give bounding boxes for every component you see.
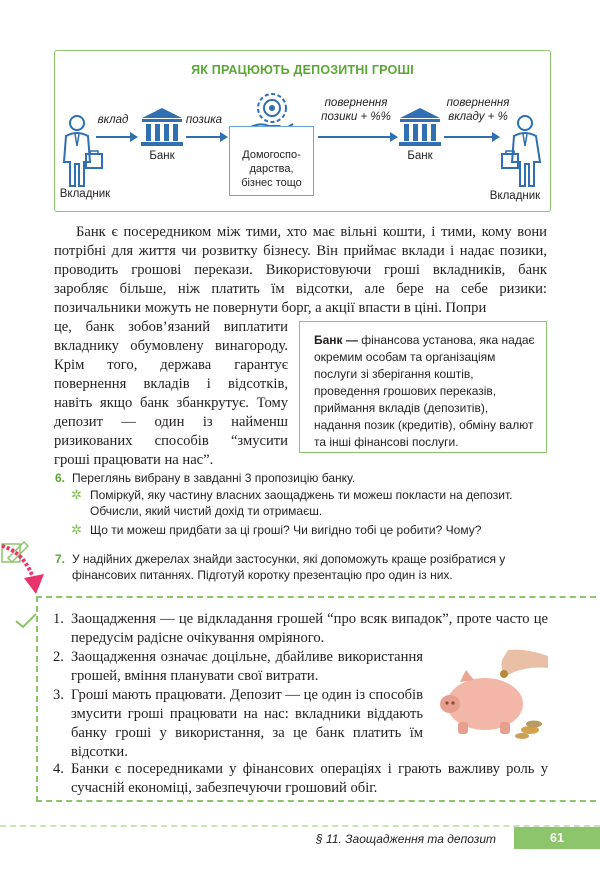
- task-6-number: 6.: [55, 471, 66, 485]
- footer-section-title: § 11. Заощадження та депозит: [316, 832, 496, 846]
- arrow-deposit-return-label-2: вкладу + %: [448, 111, 508, 123]
- task-6-sub-1: Поміркуй, яку частину власних заощаджень ти можеш покласти на депозит. Обчисли, який чистий дохід ти отримаєш.: [90, 488, 513, 518]
- task-7-text: У надійних джерелах знайди застосунки, які допоможуть краще розібратися у фінансових питаннях. Підготуй коротку презентацію про один із них.: [72, 552, 506, 582]
- summary-num-2: 2.: [53, 649, 64, 665]
- sun-bullet-icon: ✲: [71, 522, 82, 537]
- household-label: Домогоспо- дарства, бізнес тощо: [241, 149, 302, 189]
- pink-arrow-icon: [0, 540, 50, 598]
- arrow-deposit-head: [130, 132, 138, 142]
- summary-item-2: Заощадження означає доцільне, дбайливе використання грошей, вміння планувати свої витрати.: [71, 649, 423, 684]
- arrow-loan-label: позика: [185, 114, 223, 126]
- arrow-loan-return: [318, 136, 392, 138]
- task-6-sub-2: Що ти можеш придбати за ці гроші? Чи вигідно тобі це робити? Чому?: [90, 523, 482, 537]
- arrow-deposit-label: вклад: [97, 114, 129, 126]
- arrow-loan-return-label-1: повернення: [324, 97, 388, 109]
- summary-num-4: 4.: [53, 761, 64, 777]
- summary-item-3: Гроші мають працювати. Депозит — це один із способів змусити гроші працювати на нас: вкладники віддають банку гроші у використання, за це банк платить їм відсотки.: [71, 687, 423, 760]
- summary-num-3: 3.: [53, 687, 64, 703]
- arrow-deposit-return-label-1: повернення: [446, 97, 510, 109]
- arrow-loan-return-head: [390, 132, 398, 142]
- paragraph-bank-intermediary: Банк є посередником між тими, хто має вільні кошти, і тими, кому вони потрібні для життя чи розвитку бізнесу. Він приймає вклади і надає позики, проводить грошові перекази. Використовуючи гроші вкладників, банк заробляє більше, ніж платить їм відсотки, але бере на себе ризики: позичальники можуть не повернути борг, а акції впасти в ціні. Попри: [54, 224, 547, 316]
- depositor-label-right: Вкладник: [489, 190, 541, 202]
- sun-bullet-icon: ✲: [71, 487, 82, 502]
- summary-num-1: 1.: [53, 611, 64, 627]
- page-number: 61: [550, 831, 564, 845]
- paragraph-bank-guarantee: це, банк зобов’язаний виплатити вкладнику обумовлену винагороду. Крім того, держава гарантує повернення вкладів і відсотків, навіть якщо банк збанкрутує. Тому депозит — один із найменш ризикованих способів “змусити гроші працювати на нас”.: [54, 319, 288, 468]
- task-7-number: 7.: [55, 552, 66, 566]
- summary-item-4: Банки є посередниками у фінансових операціях і грають важливу роль у сучасній економіці, забезпечуючи грошовий обіг.: [71, 761, 548, 796]
- depositor-label-left: Вкладник: [59, 188, 111, 200]
- bank-icon-right: [398, 106, 442, 148]
- arrow-deposit-return: [444, 136, 494, 138]
- arrow-loan-return-label-2: позики + %%: [321, 111, 391, 123]
- arrow-deposit-return-head: [492, 132, 500, 142]
- diagram-title: ЯК ПРАЦЮЮТЬ ДЕПОЗИТНІ ГРОШІ: [191, 63, 414, 77]
- arrow-deposit: [96, 136, 132, 138]
- footer-divider: [0, 825, 600, 827]
- bank-label-left: Банк: [149, 150, 175, 162]
- bank-label-right: Банк: [407, 150, 433, 162]
- task-6-text: Переглянь вибрану в завданні 3 пропозицію банку.: [72, 471, 356, 485]
- definition-term: Банк —: [314, 333, 358, 347]
- definition-text: фінансова установа, яка надає окремим особам та організаціям послуги зі зберігання коштів, проведення грошових переказів, приймання вкладів (депозитів), надання позик (кредитів), обміну валют та інші фінансові послуги.: [314, 333, 535, 449]
- checkmark-icon: [14, 612, 38, 630]
- depositor-icon-right: [500, 112, 546, 188]
- definition-box: [299, 321, 547, 453]
- summary-item-1: Заощадження — це відкладання грошей “про всяк випадок”, проте часто це передусім радісне очікування омріяного.: [71, 611, 548, 646]
- piggy-bank-illustration: [430, 646, 550, 746]
- arrow-loan-head: [220, 132, 228, 142]
- arrow-loan: [186, 136, 222, 138]
